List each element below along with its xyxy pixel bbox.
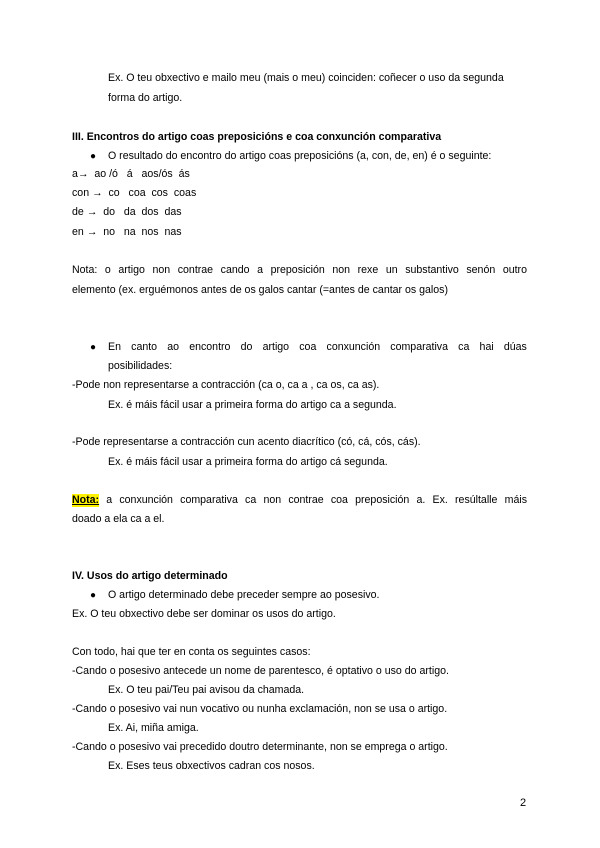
- word: comparativa: [180, 494, 238, 506]
- note-line: doado a ela ca a el.: [72, 513, 165, 525]
- word: preposición: [270, 264, 325, 276]
- word: un: [385, 264, 398, 276]
- example-text: Ex. O teu obxectivo e mailo meu (mais o meu) coinciden: coñecer o uso da segunda: [108, 72, 504, 84]
- example-text: Ex. Eses teus obxectivos cadran cos nosos.: [108, 760, 315, 772]
- word: Ex.: [432, 494, 448, 506]
- page-number: 2: [520, 797, 527, 809]
- word: rexe: [357, 264, 379, 276]
- word: comparativa: [390, 341, 448, 353]
- bullet-text: [108, 341, 527, 354]
- word: o: [104, 264, 111, 276]
- bullet-icon: ●: [90, 151, 97, 162]
- word: hai: [479, 341, 494, 353]
- example-text: Ex. O teu pai/Teu pai avisou da chamada.: [108, 684, 305, 696]
- bullet-text: O artigo determinado debe preceder sempre ao posesivo.: [108, 589, 380, 601]
- word: non: [332, 264, 351, 276]
- body-text: Con todo, hai que ter en conta os seguintes casos:: [72, 646, 311, 658]
- example-text: Ex. O teu obxectivo debe ser dominar os usos do artigo.: [72, 608, 336, 620]
- word: ao: [167, 341, 180, 353]
- word: contrae: [288, 494, 324, 506]
- word: contrae: [177, 264, 214, 276]
- word: preposición: [355, 494, 410, 506]
- bullet-icon: ●: [90, 590, 97, 601]
- word: coa: [299, 341, 317, 353]
- word: a: [106, 494, 113, 506]
- word: En: [108, 341, 121, 353]
- word: a: [257, 264, 264, 276]
- word: conxunción: [326, 341, 381, 353]
- rule-text: -Pode representarse a contracción cun acento diacrítico (có, cá, cós, cás).: [72, 436, 421, 448]
- bullet-icon: ●: [90, 342, 97, 353]
- word: outro: [502, 264, 527, 276]
- word: dúas: [503, 341, 527, 353]
- bullet-text: posibilidades:: [108, 360, 173, 372]
- contraction-row: de → do da dos das: [72, 206, 182, 218]
- note-label: Nota:: [72, 494, 100, 506]
- word: Nota:: [72, 264, 98, 276]
- rule-text: -Cando o posesivo antecede un nome de parentesco, é optativo o uso do artigo.: [72, 665, 449, 677]
- word: senón: [466, 264, 496, 276]
- word: substantivo: [405, 264, 459, 276]
- word: máis: [504, 494, 527, 506]
- example-text: forma do artigo.: [108, 92, 183, 104]
- bullet-text: O resultado do encontro do artigo coas preposicións (a, con, de, en) é o seguinte:: [108, 150, 492, 162]
- word: non: [152, 264, 171, 276]
- word: ca: [458, 341, 470, 353]
- rule-text: -Pode non representarse a contracción (ca o, ca a , ca os, ca as).: [72, 379, 380, 391]
- word: a.: [416, 494, 426, 506]
- word: resúltalle: [455, 494, 498, 506]
- rule-text: -Cando o posesivo vai nun vocativo ou nunha exclamación, non se usa o artigo.: [72, 703, 448, 715]
- note-line: [72, 494, 527, 507]
- example-text: Ex. é máis fácil usar a primeira forma do artigo ca a segunda.: [108, 399, 397, 411]
- word: artigo: [262, 341, 290, 353]
- contraction-row: a→ ao /ó á aos/ós ás: [72, 168, 190, 180]
- word: canto: [131, 341, 158, 353]
- example-text: Ex. é máis fácil usar a primeira forma do artigo cá segunda.: [108, 456, 388, 468]
- section-heading: III. Encontros do artigo coas preposicións e coa conxunción comparativa: [72, 131, 442, 143]
- word: coa: [330, 494, 348, 506]
- word: ca: [245, 494, 257, 506]
- word: cando: [220, 264, 250, 276]
- word: do: [240, 341, 253, 353]
- contraction-row: con → co coa cos coas: [72, 187, 197, 199]
- word: encontro: [189, 341, 231, 353]
- example-text: Ex. Ai, miña amiga.: [108, 722, 199, 734]
- word: conxunción: [119, 494, 173, 506]
- contraction-row: en → no na nos nas: [72, 226, 182, 238]
- word: artigo: [118, 264, 145, 276]
- rule-text: -Cando o posesivo vai precedido doutro determinante, non se emprega o artigo.: [72, 741, 448, 753]
- word: non: [263, 494, 282, 506]
- note-line: elemento (ex. erguémonos antes de os galos cantar (=antes de cantar os galos): [72, 284, 449, 296]
- section-heading: IV. Usos do artigo determinado: [72, 570, 228, 582]
- note-line: [72, 264, 527, 277]
